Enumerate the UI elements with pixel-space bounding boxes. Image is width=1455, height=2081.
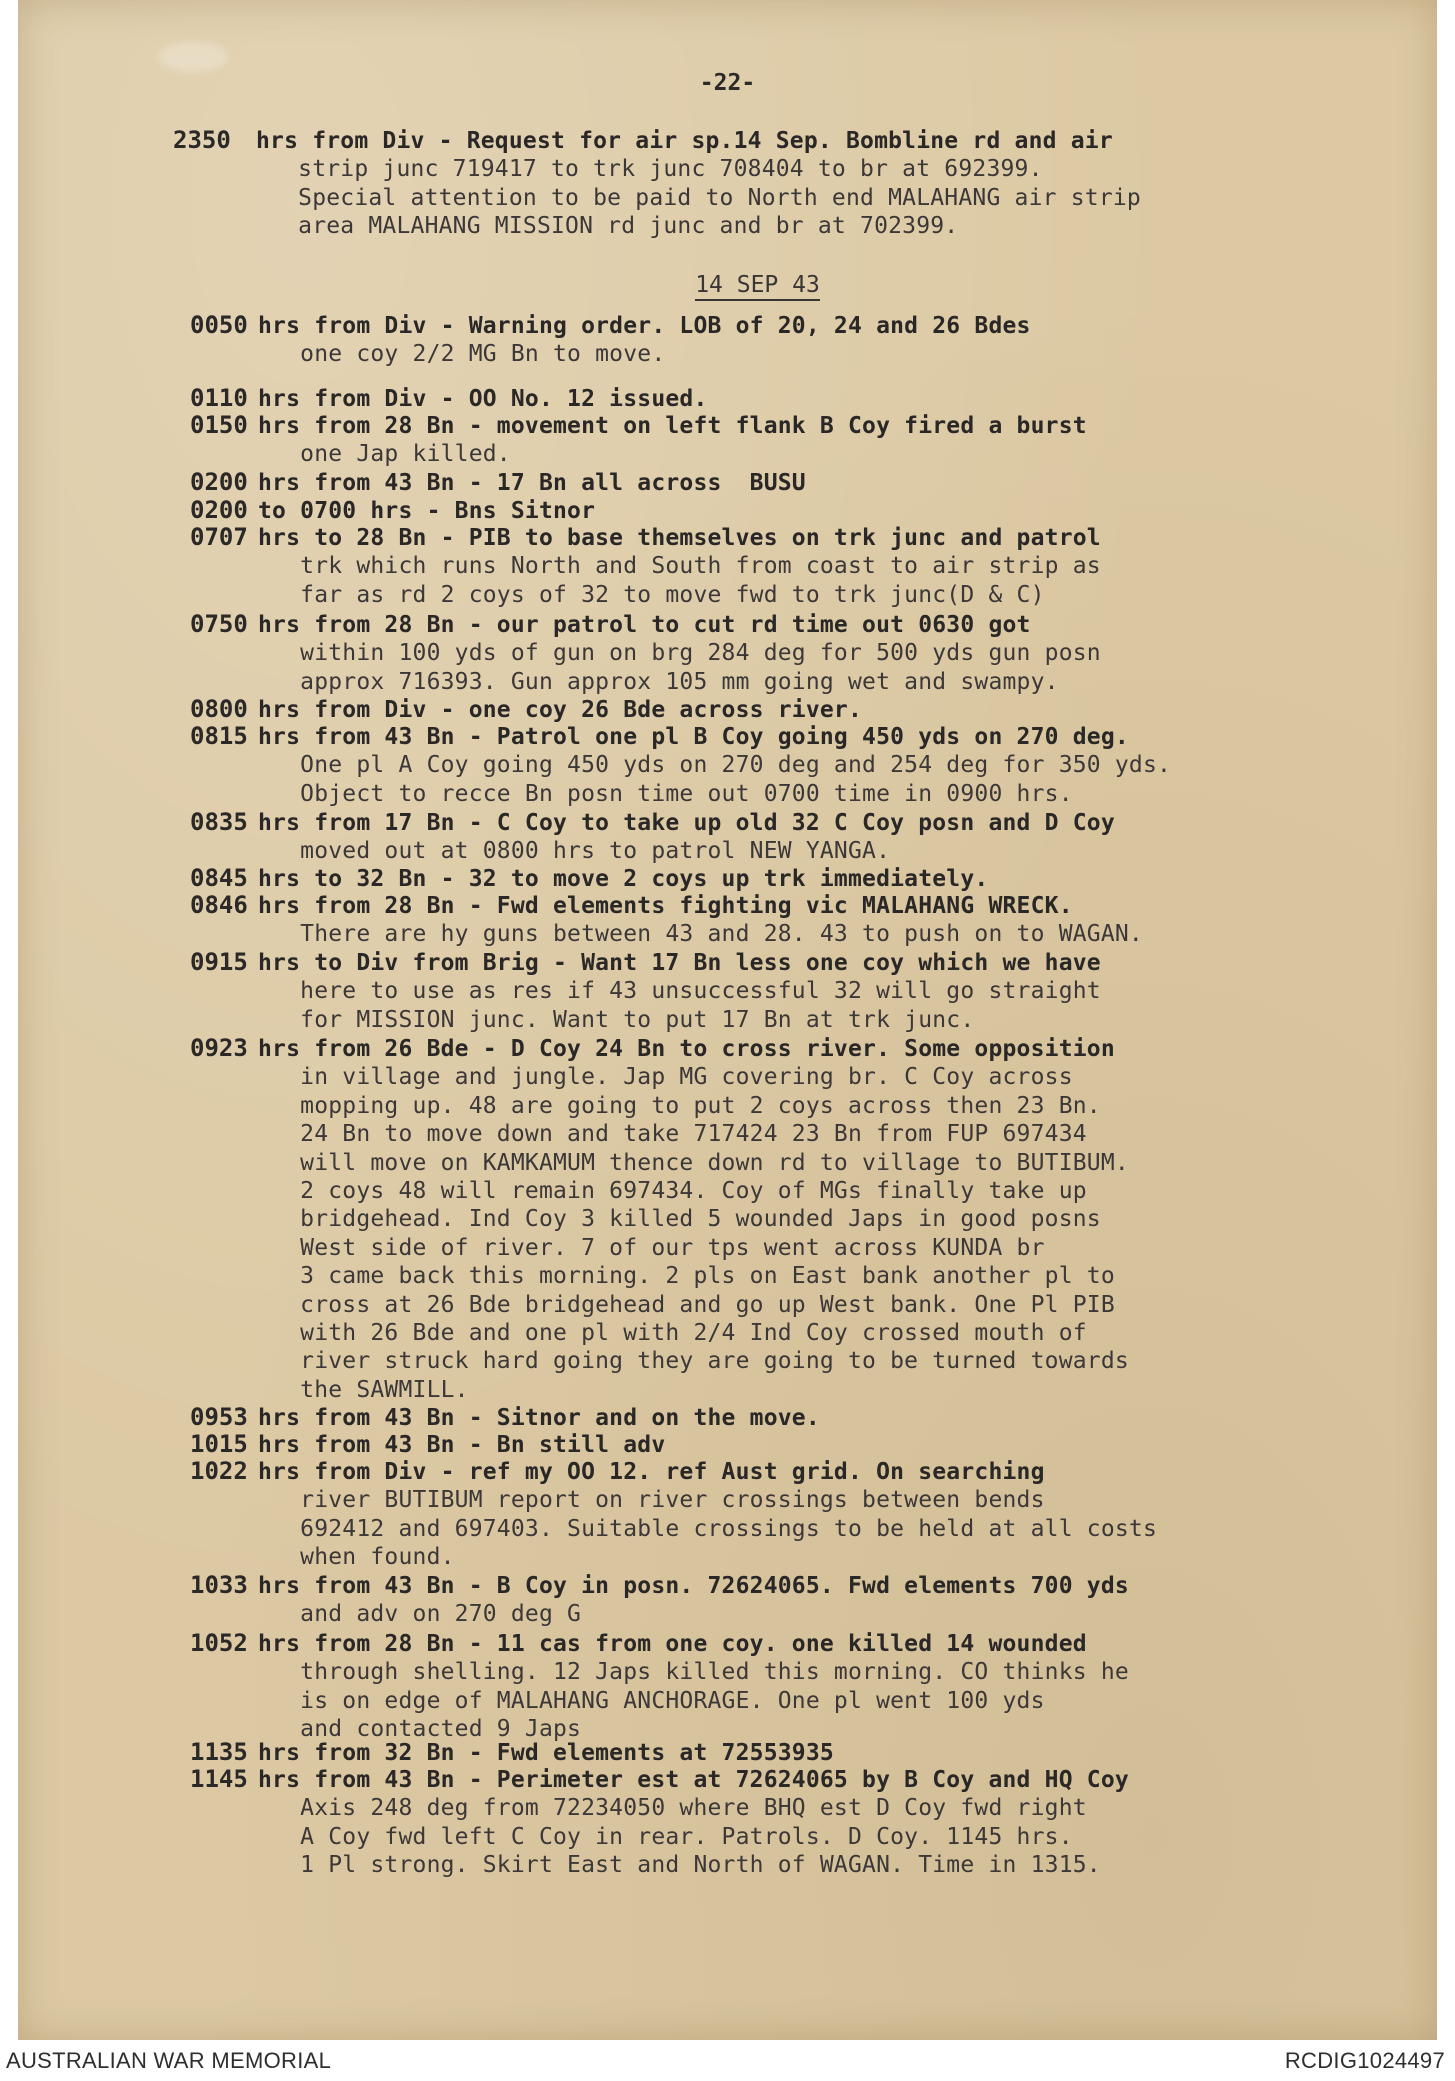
entry-line: hrs to 32 Bn - 32 to move 2 coys up trk immediately. [258, 866, 989, 892]
entry-line: hrs from 32 Bn - Fwd elements at 72553935 [258, 1740, 834, 1766]
entry-line: Axis 248 deg from 72234050 where BHQ est D Coy fwd right [258, 1795, 1087, 1822]
entry-line: hrs from 43 Bn - Perimeter est at 72624065 by B Coy and HQ Coy [258, 1767, 1129, 1793]
entry-time: 1052 [190, 1629, 248, 1657]
paper-smudge [158, 42, 228, 72]
entry-line: 2 coys 48 will remain 697434. Coy of MGs finally take up [258, 1178, 1087, 1204]
entry-line: 692412 and 697403. Suitable crossings to be held at all costs [258, 1515, 1158, 1542]
entry-line: hrs from Div - OO No. 12 issued. [258, 386, 708, 412]
entry-line: the SAWMILL. [258, 1376, 469, 1403]
entry-time: 1145 [190, 1765, 248, 1793]
entry-time: 0800 [190, 695, 248, 723]
entry-line: one coy 2/2 MG Bn to move. [258, 341, 666, 368]
entry-line: hrs to Div from Brig - Want 17 Bn less one coy which we have [258, 950, 1101, 976]
entry-line: far as rd 2 coys of 32 to move fwd to trk junc(D & C) [258, 581, 1045, 608]
entry-line: river struck hard going they are going to be turned towards [258, 1348, 1129, 1375]
entry-line: river BUTIBUM report on river crossings between bends [258, 1487, 1045, 1514]
entry-line: There are hy guns between 43 and 28. 43 to push on to WAGAN. [258, 921, 1143, 948]
entry-line: through shelling. 12 Japs killed this morning. CO thinks he [258, 1659, 1129, 1686]
entry-line: here to use as res if 43 unsuccessful 32 will go straight [258, 978, 1101, 1005]
footer-record-id: RCDIG1024497 [1284, 2048, 1445, 2073]
entry-time: 1015 [190, 1430, 248, 1458]
entry-line: hrs to 28 Bn - PIB to base themselves on trk junc and patrol [258, 525, 1101, 551]
entry-time: 0200 [190, 468, 248, 496]
entry-line: Object to recce Bn posn time out 0700 time in 0900 hrs. [258, 780, 1073, 807]
entry-line: hrs from 28 Bn - Fwd elements fighting vic MALAHANG WRECK. [258, 893, 1073, 919]
entry-time: 0110 [190, 384, 248, 412]
entry-line: West side of river. 7 of our tps went across KUNDA br [258, 1234, 1045, 1261]
entry-line: one Jap killed. [258, 441, 511, 468]
entry-line: One pl A Coy going 450 yds on 270 deg and 254 deg for 350 yds. [258, 752, 1172, 779]
entry-line: with 26 Bde and one pl with 2/4 Ind Coy crossed mouth of [258, 1320, 1087, 1346]
entry-time: 1033 [190, 1571, 248, 1599]
entry-line: hrs from 17 Bn - C Coy to take up old 32 C Coy posn and D Coy [258, 810, 1115, 836]
entry-time: 0835 [190, 808, 248, 836]
entry-line: area MALAHANG MISSION rd junc and br at 702399. [256, 213, 959, 240]
entry-time: 0915 [190, 948, 248, 976]
entry-line: mopping up. 48 are going to put 2 coys across then 23 Bn. [258, 1092, 1101, 1119]
entry-line: hrs from Div - Request for air sp.14 Sep. Bombline rd and air [256, 128, 1113, 154]
entry-line: strip junc 719417 to trk junc 708404 to br at 692399. [256, 156, 1043, 183]
entry-time: 2350 [173, 126, 231, 154]
entry-time: 0707 [190, 523, 248, 551]
entry-line: for MISSION junc. Want to put 17 Bn at trk junc. [258, 1006, 975, 1033]
entry-line: hrs from Div - Warning order. LOB of 20, 24 and 26 Bdes [258, 313, 1031, 339]
entry-line: and contacted 9 Japs [258, 1716, 582, 1743]
entry-line: 3 came back this morning. 2 pls on East bank another pl to [258, 1263, 1115, 1290]
entry-line: 1 Pl strong. Skirt East and North of WAGAN. Time in 1315. [258, 1852, 1101, 1879]
entry-line: within 100 yds of gun on brg 284 deg for 500 yds gun posn [258, 640, 1101, 667]
entry-line: A Coy fwd left C Coy in rear. Patrols. D Coy. 1145 hrs. [258, 1823, 1073, 1850]
entry-line: bridgehead. Ind Coy 3 killed 5 wounded Japs in good posns [258, 1206, 1101, 1233]
entry-time: 0846 [190, 891, 248, 919]
document-page [18, 0, 1437, 2040]
date-heading [18, 272, 1437, 298]
entry-line: hrs from Div - ref my OO 12. ref Aust grid. On searching [258, 1459, 1045, 1485]
entry-line: hrs from 43 Bn - 17 Bn all across BUSU [258, 470, 806, 496]
page-number: -22- [699, 70, 756, 96]
footer-institution: AUSTRALIAN WAR MEMORIAL [6, 2048, 332, 2073]
entry-time: 1022 [190, 1457, 248, 1485]
entry-line: hrs from 43 Bn - Sitnor and on the move. [258, 1405, 820, 1431]
entry-line: trk which runs North and South from coast to air strip as [258, 553, 1101, 580]
entry-line: hrs from 28 Bn - movement on left flank B Coy fired a burst [258, 413, 1087, 439]
entry-line: hrs from 26 Bde - D Coy 24 Bn to cross river. Some opposition [258, 1036, 1115, 1062]
entry-line: in village and jungle. Jap MG covering br. C Coy across [258, 1064, 1073, 1091]
entry-time: 0200 [190, 496, 248, 524]
entry-line: hrs from 43 Bn - Patrol one pl B Coy going 450 yds on 270 deg. [258, 724, 1129, 750]
entry-line: Special attention to be paid to North end MALAHANG air strip [256, 184, 1141, 211]
entry-time: 0150 [190, 411, 248, 439]
entry-time: 0923 [190, 1034, 248, 1062]
entry-line: hrs from 28 Bn - 11 cas from one coy. one killed 14 wounded [258, 1631, 1087, 1657]
entry-time: 0750 [190, 610, 248, 638]
entry-line: cross at 26 Bde bridgehead and go up West bank. One Pl PIB [258, 1291, 1115, 1318]
entry-line: approx 716393. Gun approx 105 mm going wet and swampy. [258, 668, 1059, 695]
entry-line: and adv on 270 deg G [258, 1601, 582, 1628]
entry-time: 0815 [190, 722, 248, 750]
entry-line: will move on KAMKAMUM thence down rd to village to BUTIBUM. [258, 1149, 1129, 1176]
entry-line: to 0700 hrs - Bns Sitnor [258, 498, 596, 524]
entry-line: hrs from 43 Bn - Bn still adv [258, 1432, 666, 1458]
entry-line: moved out at 0800 hrs to patrol NEW YANGA. [258, 838, 891, 865]
entry-line: is on edge of MALAHANG ANCHORAGE. One pl went 100 yds [258, 1687, 1045, 1714]
entry-line: when found. [258, 1544, 455, 1571]
entry-line: hrs from Div - one coy 26 Bde across river. [258, 697, 863, 723]
entry-line: hrs from 28 Bn - our patrol to cut rd time out 0630 got [258, 612, 1031, 638]
entry-time: 0050 [190, 311, 248, 339]
entry-line: hrs from 43 Bn - B Coy in posn. 72624065. Fwd elements 700 yds [258, 1573, 1129, 1599]
entry-time: 0953 [190, 1403, 248, 1431]
entry-line: 24 Bn to move down and take 717424 23 Bn from FUP 697434 [258, 1121, 1087, 1148]
entry-time: 0845 [190, 864, 248, 892]
entry-time: 1135 [190, 1738, 248, 1766]
date-heading-text: 14 SEP 43 [695, 272, 820, 301]
